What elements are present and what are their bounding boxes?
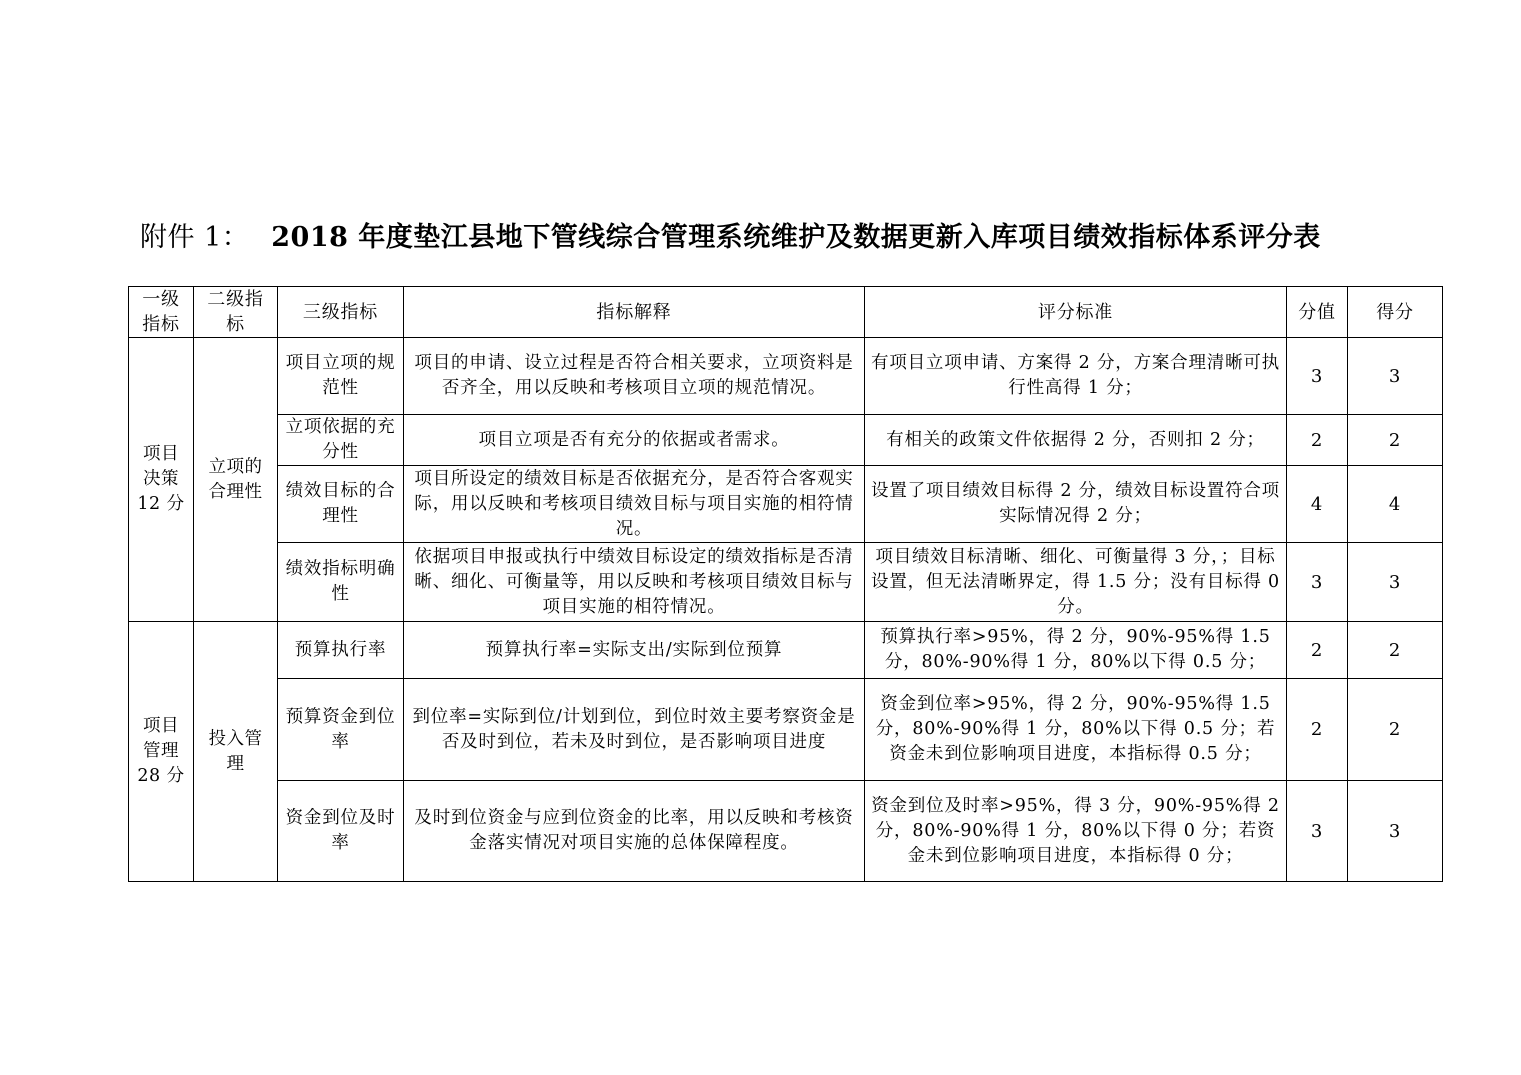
table-row xyxy=(129,415,1443,466)
scoring-table xyxy=(128,286,1443,882)
level3-cell: 项目立项的规范性 xyxy=(278,338,404,415)
header-level2: 二级指标 xyxy=(194,287,278,338)
level3-cell: 绩效目标的合理性 xyxy=(278,466,404,543)
title-prefix: 附件 1： xyxy=(140,222,250,253)
header-score: 得分 xyxy=(1348,287,1443,338)
score-cell: 2 xyxy=(1348,679,1443,781)
weight-cell: 2 xyxy=(1287,415,1348,466)
explain-cell: 到位率=实际到位/计划到位，到位时效主要考察资金是否及时到位，若未及时到位，是否影响项目进度 xyxy=(404,679,865,781)
standard-cell: 设置了项目绩效目标得 2 分，绩效目标设置符合项实际情况得 2 分； xyxy=(865,466,1287,543)
score-cell: 2 xyxy=(1348,415,1443,466)
weight-cell: 3 xyxy=(1287,543,1348,622)
explain-cell: 及时到位资金与应到位资金的比率，用以反映和考核资金落实情况对项目实施的总体保障程度。 xyxy=(404,781,865,882)
weight-cell: 4 xyxy=(1287,466,1348,543)
standard-cell: 资金到位及时率>95%，得 3 分，90%-95%得 2 分，80%-90%得 1 分，80%以下得 0 分；若资金未到位影响项目进度，本指标得 0 分； xyxy=(865,781,1287,882)
weight-cell: 3 xyxy=(1287,338,1348,415)
level1-cell: 项目决策 12 分 xyxy=(129,338,194,622)
document-title xyxy=(140,218,1440,258)
header-row xyxy=(129,287,1443,338)
standard-cell: 预算执行率>95%，得 2 分，90%-95%得 1.5 分，80%-90%得 1 分，80%以下得 0.5 分； xyxy=(865,622,1287,679)
explain-cell: 项目的申请、设立过程是否符合相关要求，立项资料是否齐全，用以反映和考核项目立项的规范情况。 xyxy=(404,338,865,415)
standard-cell: 有相关的政策文件依据得 2 分，否则扣 2 分； xyxy=(865,415,1287,466)
table-row xyxy=(129,466,1443,543)
score-cell: 3 xyxy=(1348,543,1443,622)
score-cell: 3 xyxy=(1348,781,1443,882)
table-row xyxy=(129,543,1443,622)
table-row xyxy=(129,622,1443,679)
level3-cell: 立项依据的充分性 xyxy=(278,415,404,466)
table-row xyxy=(129,679,1443,781)
header-level3: 三级指标 xyxy=(278,287,404,338)
title-main: 2018 年度垫江县地下管线综合管理系统维护及数据更新入库项目绩效指标体系评分表 xyxy=(271,222,1321,253)
header-standard: 评分标准 xyxy=(865,287,1287,338)
score-cell: 4 xyxy=(1348,466,1443,543)
level3-cell: 预算执行率 xyxy=(278,622,404,679)
table-row xyxy=(129,781,1443,882)
header-weight: 分值 xyxy=(1287,287,1348,338)
level1-cell: 项目管理 28 分 xyxy=(129,622,194,882)
explain-cell: 项目所设定的绩效目标是否依据充分，是否符合客观实际，用以反映和考核项目绩效目标与项目实施的相符情况。 xyxy=(404,466,865,543)
header-level1: 一级指标 xyxy=(129,287,194,338)
level3-cell: 预算资金到位率 xyxy=(278,679,404,781)
header-explain: 指标解释 xyxy=(404,287,865,338)
explain-cell: 依据项目申报或执行中绩效目标设定的绩效指标是否清晰、细化、可衡量等，用以反映和考核项目绩效目标与项目实施的相符情况。 xyxy=(404,543,865,622)
standard-cell: 资金到位率>95%，得 2 分，90%-95%得 1.5 分，80%-90%得 1 分，80%以下得 0.5 分；若资金未到位影响项目进度，本指标得 0.5 分； xyxy=(865,679,1287,781)
level2-cell: 立项的合理性 xyxy=(194,338,278,622)
weight-cell: 2 xyxy=(1287,679,1348,781)
weight-cell: 2 xyxy=(1287,622,1348,679)
explain-cell: 项目立项是否有充分的依据或者需求。 xyxy=(404,415,865,466)
level3-cell: 绩效指标明确性 xyxy=(278,543,404,622)
standard-cell: 项目绩效目标清晰、细化、可衡量得 3 分，；目标设置，但无法清晰界定，得 1.5 分；没有目标得 0 分。 xyxy=(865,543,1287,622)
table-row xyxy=(129,338,1443,415)
explain-cell: 预算执行率=实际支出/实际到位预算 xyxy=(404,622,865,679)
score-cell: 3 xyxy=(1348,338,1443,415)
score-cell: 2 xyxy=(1348,622,1443,679)
weight-cell: 3 xyxy=(1287,781,1348,882)
level2-cell: 投入管理 xyxy=(194,622,278,882)
level3-cell: 资金到位及时率 xyxy=(278,781,404,882)
standard-cell: 有项目立项申请、方案得 2 分，方案合理清晰可执行性高得 1 分； xyxy=(865,338,1287,415)
